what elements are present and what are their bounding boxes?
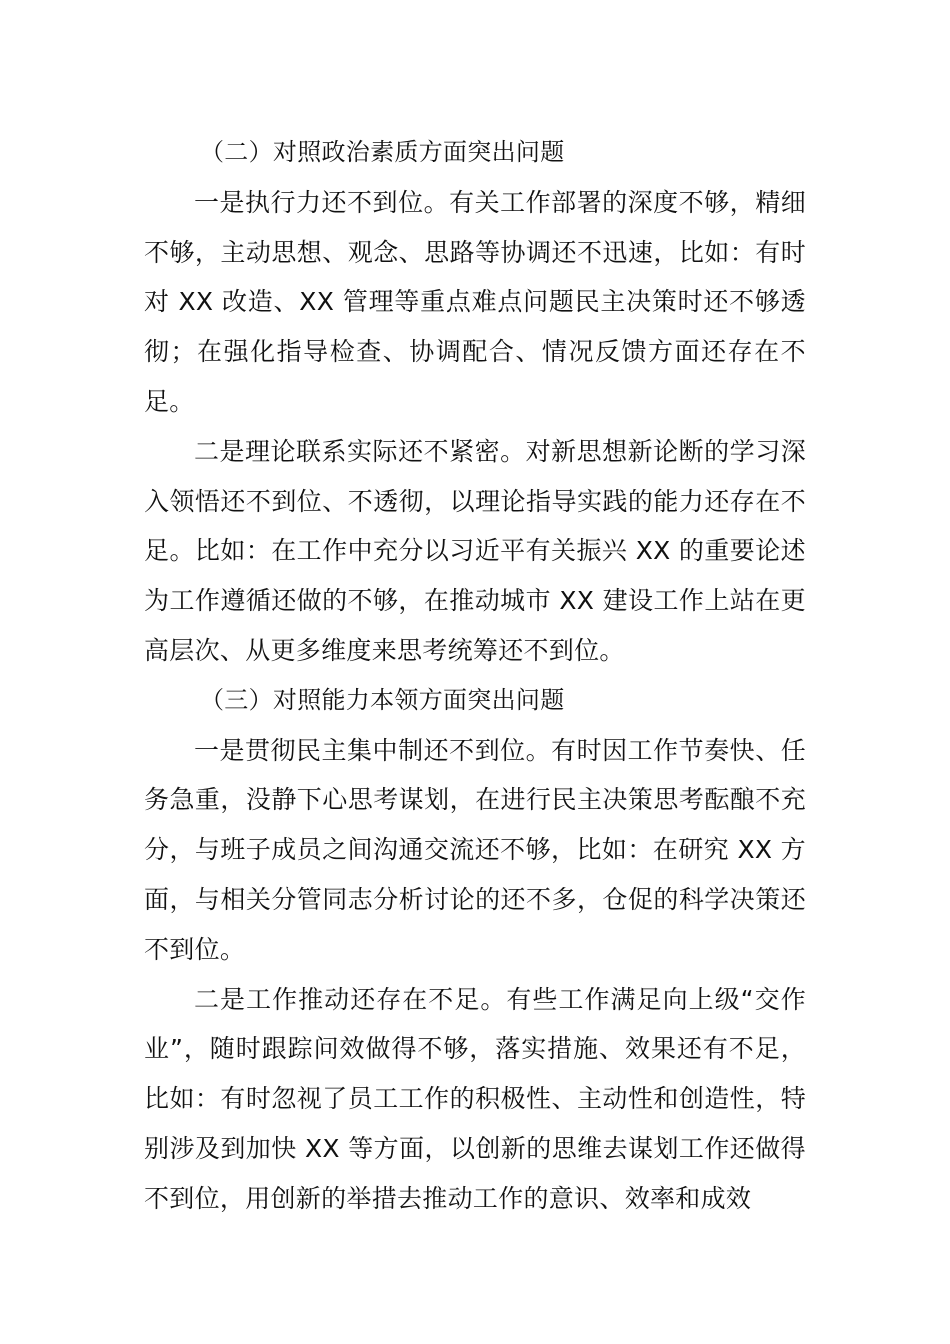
section-heading-2: （二）对照政治素质方面突出问题 bbox=[200, 138, 565, 166]
document-body bbox=[144, 128, 806, 1224]
paragraph-work-promotion: 二是工作推动还存在不足。有些工作满足向上级“交作业”，随时跟踪问效做得不够，落实措施、效果还有不足，比如：有时忽视了员工工作的积极性、主动性和创造性，特别涉及到加快 XX 等方面，以创新的思维去谋划工作还做得不到位，用创新的举措去推动工作的意识、效率和成效 bbox=[144, 984, 806, 1213]
paragraph-theory-practice: 二是理论联系实际还不紧密。对新思想新论断的学习深入领悟还不到位、不透彻，以理论指导实践的能力还存在不足。比如：在工作中充分以习近平有关振兴 XX 的重要论述为工作遵循还做的不够，在推动城市 XX 建设工作上站在更高层次、从更多维度来思考统筹还不到位。 bbox=[144, 436, 806, 665]
section-heading-3: （三）对照能力本领方面突出问题 bbox=[200, 685, 565, 714]
paragraph-execution: 一是执行力还不到位。有关工作部署的深度不够，精细不够，主动思想、观念、思路等协调还不迅速，比如：有时对 XX 改造、XX 管理等重点难点问题民主决策时还不够透彻；在强化指导检查、协调配合、情况反馈方面还存在不足。 bbox=[144, 187, 806, 416]
paragraph-democratic-centralism: 一是贯彻民主集中制还不到位。有时因工作节奏快、任务急重，没静下心思考谋划，在进行民主决策思考酝酿不充分，与班子成员之间沟通交流还不够，比如：在研究 XX 方面，与相关分管同志分析讨论的还不多，仓促的科学决策还不到位。 bbox=[144, 735, 806, 964]
